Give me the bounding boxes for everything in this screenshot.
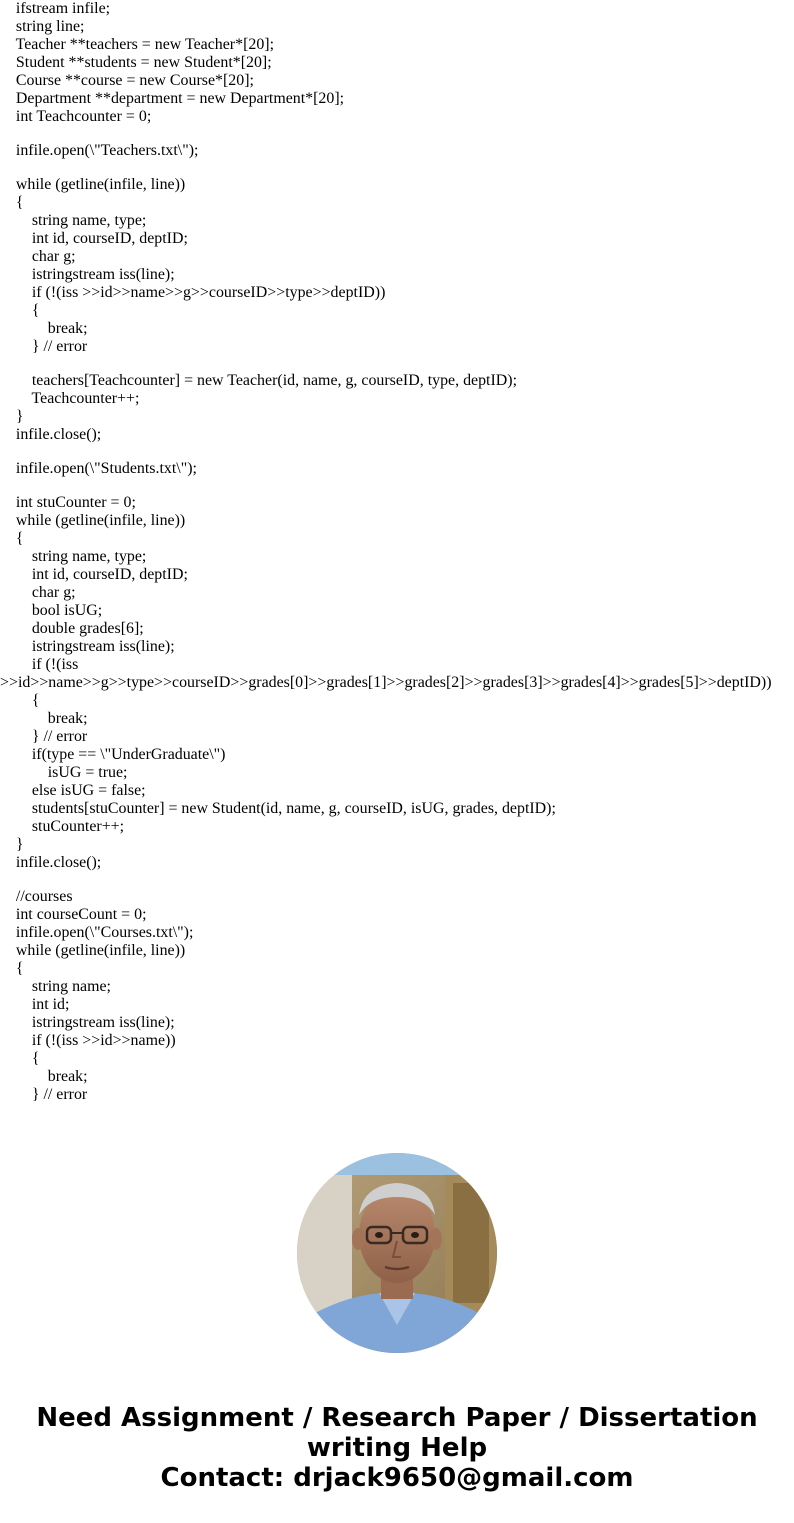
code-line: break; (0, 1068, 88, 1085)
code-line: if (!(iss >>id>>name)) (0, 1032, 176, 1049)
code-line: Course **course = new Course*[20]; (0, 72, 254, 89)
code-line: { (0, 960, 24, 977)
code-line: } // error (0, 1086, 88, 1103)
code-line: teachers[Teachcounter] = new Teacher(id, name, g, courseID, type, deptID); (0, 372, 517, 389)
code-line: infile.close(); (0, 426, 102, 443)
code-line: infile.close(); (0, 854, 102, 871)
code-line: infile.open(\"Teachers.txt\"); (0, 142, 199, 159)
code-line: Teachcounter++; (0, 390, 140, 407)
code-line: else isUG = false; (0, 782, 146, 799)
code-line: while (getline(infile, line)) (0, 176, 186, 193)
avatar-portrait (297, 1153, 497, 1353)
code-line: } (0, 408, 24, 425)
code-line: Student **students = new Student*[20]; (0, 54, 272, 71)
code-line: bool isUG; (0, 602, 103, 619)
code-line: char g; (0, 584, 76, 601)
code-line: { (0, 194, 24, 211)
code-line: stuCounter++; (0, 818, 125, 835)
code-line: istringstream iss(line); (0, 638, 175, 655)
code-line (0, 356, 790, 372)
contact-banner (0, 1403, 794, 1493)
code-line: if(type == \"UnderGraduate\") (0, 746, 226, 763)
code-line: while (getline(infile, line)) (0, 512, 186, 529)
code-line: } // error (0, 338, 88, 355)
code-line: infile.open(\"Courses.txt\"); (0, 924, 194, 941)
code-line (0, 444, 790, 460)
avatar (297, 1153, 497, 1353)
code-line: ifstream infile; (0, 0, 111, 17)
code-line: string line; (0, 18, 85, 35)
code-line: { (0, 692, 40, 709)
code-line: istringstream iss(line); (0, 1014, 175, 1031)
code-line: string name, type; (0, 212, 147, 229)
code-line: >>id>>name>>g>>type>>courseID>>grades[0]>>grades[1]>>grades[2]>>grades[3]>>grades[4]>>grades[5]>>deptID)) (0, 674, 772, 691)
code-line: students[stuCounter] = new Student(id, name, g, courseID, isUG, grades, deptID); (0, 800, 556, 817)
code-line: double grades[6]; (0, 620, 144, 637)
code-line: string name, type; (0, 548, 147, 565)
code-line: Department **department = new Department*[20]; (0, 90, 345, 107)
code-line: string name; (0, 978, 111, 995)
code-line: } // error (0, 728, 88, 745)
code-line: while (getline(infile, line)) (0, 942, 186, 959)
banner-line-2: writing Help (306, 1433, 488, 1463)
banner-line-1: Need Assignment / Research Paper / Dissertation (36, 1403, 758, 1433)
code-line (0, 160, 790, 176)
code-line: } (0, 836, 24, 853)
code-line: break; (0, 320, 88, 337)
code-line: //courses (0, 888, 73, 905)
code-line (0, 872, 790, 888)
code-line: { (0, 1050, 40, 1067)
code-line: break; (0, 710, 88, 727)
code-line: { (0, 302, 40, 319)
code-line: int Teachcounter = 0; (0, 108, 152, 125)
code-line: infile.open(\"Students.txt\"); (0, 460, 197, 477)
code-line: if (!(iss (0, 656, 79, 673)
code-line: isUG = true; (0, 764, 128, 781)
code-line (0, 478, 790, 494)
code-line: int stuCounter = 0; (0, 494, 136, 511)
code-line: char g; (0, 248, 76, 265)
code-line: Teacher **teachers = new Teacher*[20]; (0, 36, 275, 53)
code-line: istringstream iss(line); (0, 266, 175, 283)
code-line: if (!(iss >>id>>name>>g>>courseID>>type>>deptID)) (0, 284, 386, 301)
code-line: { (0, 530, 24, 547)
code-line: int id, courseID, deptID; (0, 566, 188, 583)
code-line: int courseCount = 0; (0, 906, 147, 923)
banner-contact-line: Contact: drjack9650@gmail.com (160, 1463, 634, 1493)
code-line (0, 126, 790, 142)
code-line: int id, courseID, deptID; (0, 230, 188, 247)
code-line: int id; (0, 996, 70, 1013)
